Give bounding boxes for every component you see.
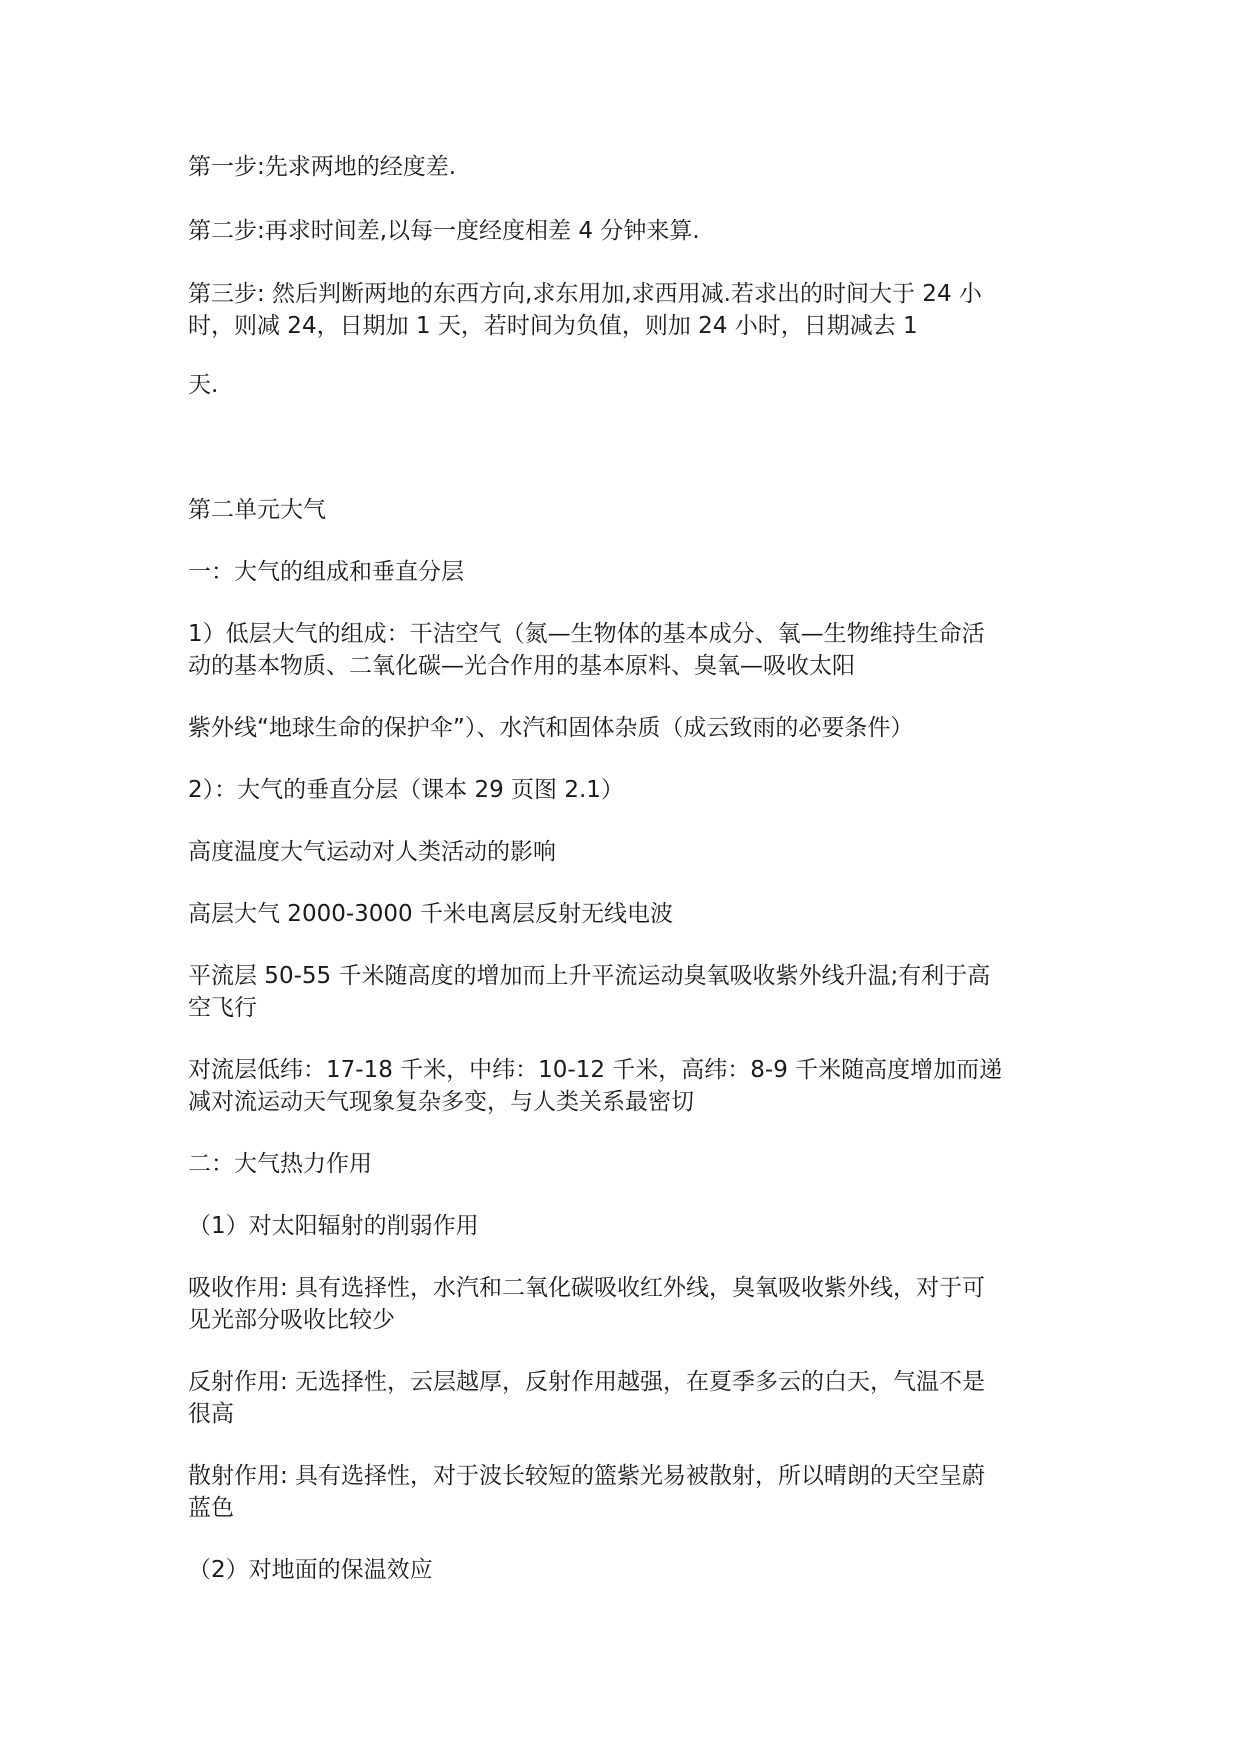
paragraph-composition-cont: 动的基本物质、二氧化碳—光合作用的基本原料、臭氧—吸收太阳 (188, 653, 855, 679)
text-line-step3-cont: 时，则减 24，日期加 1 天，若时间为负值，则加 24 小时，日期减去 1 (188, 313, 918, 339)
paragraph-composition: 1）低层大气的组成：干洁空气（氮—生物体的基本成分、氧—生物维持生命活 (188, 621, 985, 647)
text-line-step3: 第三步: 然后判断两地的东西方向,求东用加,求西用减.若求出的时间大于 24 小 (188, 281, 982, 307)
subsection-insulation: （2）对地面的保温效应 (188, 1557, 433, 1583)
reflection-line: 反射作用: 无选择性，云层越厚，反射作用越强，在夏季多云的白天，气温不是 (188, 1369, 986, 1395)
absorption-line-cont: 见光部分吸收比较少 (188, 1307, 395, 1333)
reflection-line-cont: 很高 (188, 1401, 234, 1427)
text-line-step1: 第一步:先求两地的经度差. (188, 154, 457, 180)
upper-atmosphere-line: 高层大气 2000-3000 千米电离层反射无线电波 (188, 901, 673, 927)
scattering-line: 散射作用: 具有选择性，对于波长较短的篮紫光易被散射，所以晴朗的天空呈蔚 (188, 1463, 986, 1489)
stratosphere-line-cont: 空飞行 (188, 995, 257, 1021)
troposphere-line-cont: 减对流运动天气现象复杂多变，与人类关系最密切 (188, 1089, 694, 1115)
stratosphere-line: 平流层 50-55 千米随高度的增加而上升平流运动臭氧吸收紫外线升温;有利于高 (188, 963, 991, 989)
absorption-line: 吸收作用: 具有选择性，水汽和二氧化碳吸收红外线，臭氧吸收紫外线，对于可 (188, 1275, 986, 1301)
text-line-step3-end: 天. (188, 372, 219, 398)
subsection-weakening: （1）对太阳辐射的削弱作用 (188, 1213, 479, 1239)
paragraph-composition-end: 紫外线“地球生命的保护伞”）、水汽和固体杂质（成云致雨的必要条件） (188, 715, 914, 741)
scattering-line-cont: 蓝色 (188, 1495, 234, 1521)
table-header-line: 高度温度大气运动对人类活动的影响 (188, 839, 556, 865)
troposphere-line: 对流层低纬：17-18 千米，中纬：10-12 千米，高纬：8-9 千米随高度增加而递 (188, 1057, 1003, 1083)
text-line-step2: 第二步:再求时间差,以每一度经度相差 4 分钟来算. (188, 218, 700, 244)
section-heading-thermal: 二：大气热力作用 (188, 1151, 372, 1177)
section-heading-composition: 一：大气的组成和垂直分层 (188, 559, 464, 585)
subsection-vertical-layers: 2）：大气的垂直分层（课本 29 页图 2.1） (188, 777, 624, 803)
unit-heading: 第二单元大气 (188, 497, 326, 523)
